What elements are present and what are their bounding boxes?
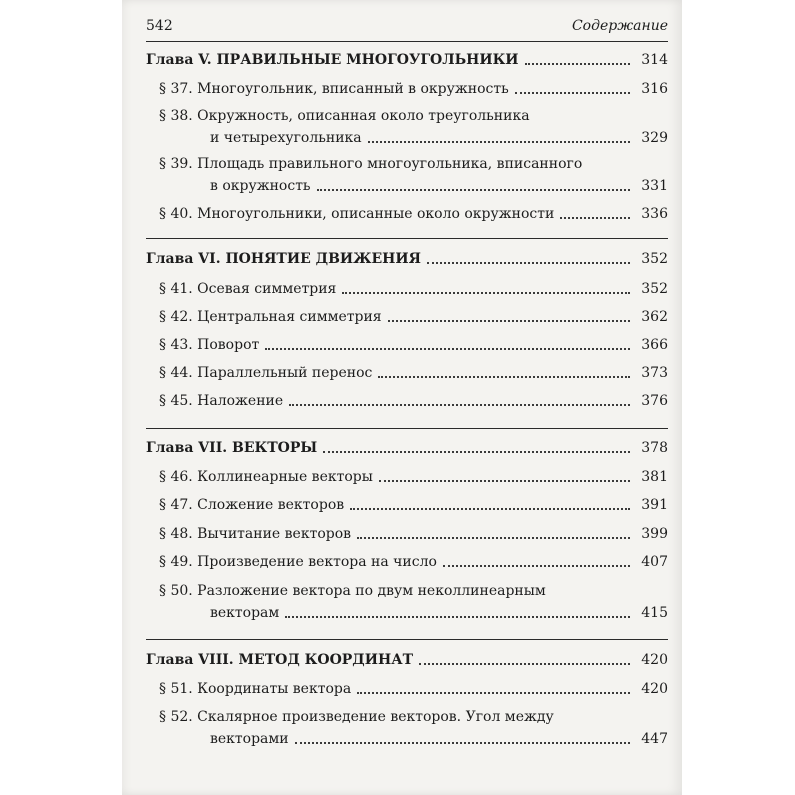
leader-dots: [388, 320, 630, 322]
page-ref: 415: [641, 605, 668, 621]
paragraph-entry[interactable]: [146, 390, 668, 412]
paragraph-title: § 38. Окружность, описанная около треугольника: [159, 108, 530, 124]
paragraph-title: § 41. Осевая симметрия: [159, 281, 337, 297]
page-ref: 362: [641, 309, 668, 325]
leader-dots: [357, 692, 630, 694]
chapter-entry[interactable]: [146, 649, 668, 671]
leader-dots: [285, 616, 630, 618]
paragraph-title: § 52. Скалярное произведение векторов. Угол между: [159, 709, 554, 725]
leader-dots: [379, 480, 630, 482]
page-ref: 314: [641, 52, 668, 68]
leader-dots: [427, 262, 630, 264]
page-ref: 329: [641, 130, 668, 146]
leader-dots: [342, 292, 630, 294]
paragraph-entry[interactable]: [146, 466, 668, 488]
page-ref: 399: [641, 526, 668, 542]
paragraph-entry[interactable]: [146, 706, 668, 750]
leader-dots: [350, 508, 630, 510]
paragraph-title: § 47. Сложение векторов: [159, 497, 345, 513]
paragraph-entry[interactable]: [146, 278, 668, 300]
chapter-entry[interactable]: [146, 437, 668, 459]
paragraph-entry[interactable]: [146, 551, 668, 573]
page-ref: 331: [641, 178, 668, 194]
page-ref: 373: [641, 365, 668, 381]
leader-dots: [357, 537, 630, 539]
page-ref: 376: [641, 393, 668, 409]
paragraph-entry[interactable]: [146, 334, 668, 356]
paragraph-entry[interactable]: [146, 153, 668, 197]
paragraph-entry[interactable]: [146, 306, 668, 328]
page-ref: 420: [641, 652, 668, 668]
paragraph-title: § 49. Произведение вектора на число: [159, 554, 437, 570]
paragraph-title: § 43. Поворот: [159, 337, 260, 353]
chapter-title: Глава VIII. МЕТОД КООРДИНАТ: [146, 652, 414, 668]
page-ref: 352: [641, 251, 668, 267]
leader-dots: [323, 451, 630, 453]
paragraph-entry[interactable]: [146, 203, 668, 225]
page-ref: 381: [641, 469, 668, 485]
chapter-entry[interactable]: [146, 49, 668, 71]
chapter-entry[interactable]: [146, 248, 668, 270]
leader-dots: [443, 565, 630, 567]
paragraph-entry[interactable]: [146, 580, 668, 624]
leader-dots: [525, 63, 630, 65]
paragraph-title: § 37. Многоугольник, вписанный в окружность: [159, 81, 509, 97]
paragraph-title: § 50. Разложение вектора по двум неколлинеарным: [159, 583, 546, 599]
leader-dots: [419, 663, 630, 665]
page-ref: 336: [641, 206, 668, 222]
page-ref: 391: [641, 497, 668, 513]
leader-dots: [560, 217, 630, 219]
paragraph-title-continued: и четырехугольника: [210, 130, 362, 146]
header-rule: [146, 41, 668, 42]
page-number: 542: [146, 18, 173, 34]
paragraph-title-continued: векторам: [210, 605, 280, 621]
page-ref: 366: [641, 337, 668, 353]
paragraph-title: § 48. Вычитание векторов: [159, 526, 352, 542]
section-title: Содержание: [571, 18, 668, 34]
chapter-title: Глава V. ПРАВИЛЬНЫЕ МНОГОУГОЛЬНИКИ: [146, 52, 519, 68]
leader-dots: [378, 376, 630, 378]
page-ref: 407: [641, 554, 668, 570]
page-ref: 378: [641, 440, 668, 456]
chapter-title: Глава VI. ПОНЯТИЕ ДВИЖЕНИЯ: [146, 251, 421, 267]
paragraph-title: § 42. Центральная симметрия: [159, 309, 382, 325]
leader-dots: [515, 92, 630, 94]
paragraph-entry[interactable]: [146, 523, 668, 545]
running-head: [146, 18, 668, 42]
paragraph-title: § 44. Параллельный перенос: [159, 365, 373, 381]
paragraph-entry[interactable]: [146, 78, 668, 100]
paragraph-title: § 45. Наложение: [159, 393, 284, 409]
paragraph-entry[interactable]: [146, 678, 668, 700]
paragraph-title: § 46. Коллинеарные векторы: [159, 469, 373, 485]
paragraph-entry[interactable]: [146, 494, 668, 516]
paragraph-entry[interactable]: [146, 362, 668, 384]
leader-dots: [289, 404, 630, 406]
paragraph-title-continued: векторами: [210, 731, 289, 747]
chapter-divider: [146, 238, 668, 239]
leader-dots: [295, 742, 630, 744]
page-ref: 447: [641, 731, 668, 747]
chapter-title: Глава VII. ВЕКТОРЫ: [146, 440, 318, 456]
chapter-divider: [146, 639, 668, 640]
paragraph-title: § 40. Многоугольники, описанные около окружности: [159, 206, 555, 222]
leader-dots: [265, 348, 630, 350]
chapter-divider: [146, 428, 668, 429]
page-ref: 316: [641, 81, 668, 97]
paragraph-entry[interactable]: [146, 105, 668, 149]
paragraph-title: § 39. Площадь правильного многоугольника, вписанного: [159, 156, 583, 172]
leader-dots: [317, 189, 630, 191]
leader-dots: [368, 141, 630, 143]
page-ref: 420: [641, 681, 668, 697]
paragraph-title: § 51. Координаты вектора: [159, 681, 352, 697]
paragraph-title-continued: в окружность: [210, 178, 311, 194]
page-ref: 352: [641, 281, 668, 297]
